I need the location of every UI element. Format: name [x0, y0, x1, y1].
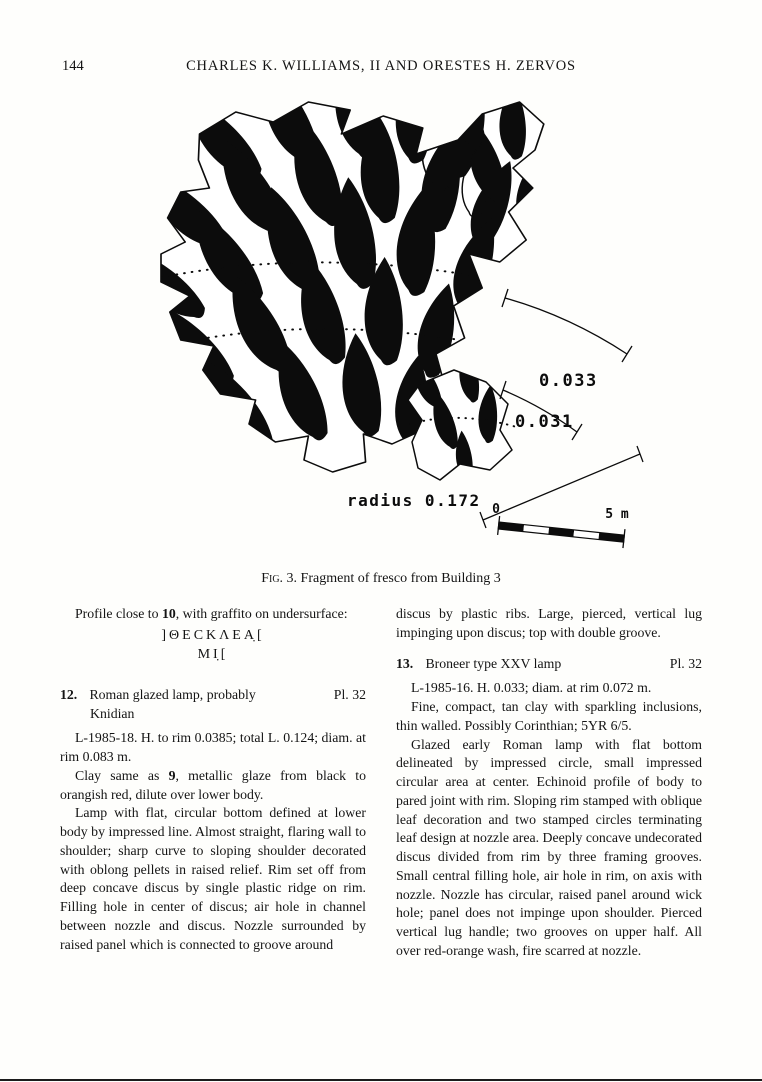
measure-upper-label: 0.033 — [539, 371, 598, 391]
entry-12-dimensions: L-1985-18. H. to rim 0.0385; total L. 0.124; diam. at rim 0.083 m. — [60, 730, 366, 765]
entry-13-number: 13. — [396, 655, 414, 671]
graffito-line-2: ΜΙ̣[ — [197, 646, 229, 662]
entry-12-heading — [60, 686, 366, 724]
clay-post: , metallic glaze from black to orangish red, dilute over lower body. — [60, 767, 366, 802]
fresco-drawing — [125, 92, 665, 562]
figure-caption — [0, 571, 762, 587]
entry-13-title: Broneer type XXV lamp — [425, 655, 562, 671]
right-column — [396, 605, 702, 961]
left-column — [60, 605, 366, 961]
entry-13-plate: Pl. 32 — [669, 655, 702, 671]
entry-13-dimensions: L-1985-16. H. 0.033; diam. at rim 0.072 m. — [411, 680, 652, 696]
page-header — [0, 58, 762, 78]
graffito-block — [60, 626, 366, 664]
entry-12-continuation: discus by plastic ribs. Large, pierced, vertical lug impinging upon discus; top with double groove. — [396, 606, 702, 640]
entry-12-number: 12. — [60, 686, 78, 702]
measurement-arc-upper — [502, 289, 632, 362]
entry-13-clay: Fine, compact, tan clay with sparkling inclusions, thin walled. Possibly Corinthian; 5YR 6/5. — [396, 699, 702, 733]
entry-13-description: Glazed early Roman lamp with flat bottom delineated by impressed circle, small impressed circular area at center. Echinoid profile of body to pared joint with rim. Sloping rim stamped with oblique leaf decoration and two stamped circles terminating leaf design at nozzle area. Deeply concave undecorated discus divided from rim by three framing grooves. Small central filling hole, air hole in rim, on axis with nozzle. Nozzle has circular, raised panel around wick hole; panel does not impinge upon shoulder. Pierced vertical lug handle; two grooves on upper half. All over red-orange wash, fire scarred at nozzle. — [396, 736, 702, 958]
measure-lower-label: 0.031 — [515, 412, 574, 432]
page-number: 144 — [62, 58, 84, 74]
caption-label: Fig. 3. — [261, 571, 298, 586]
entry-13-heading — [396, 655, 702, 674]
entry-12-description: Lamp with flat, circular bottom defined at lower body by impressed line. Almost straight, flaring wall to shoulder; sharp curve to sloping shoulder decorated with oblong pellets in raised relief. Rim set off from deep concave discus by single plastic ridge on rim. Filling hole in center of discus; air hole in channel between nozzle and discus. Nozzle surrounded by raised panel which is connected to groove around — [60, 805, 366, 952]
scale-zero-label: 0 — [492, 502, 500, 517]
running-head: CHARLES K. WILLIAMS, II AND ORESTES H. ZERVOS — [186, 58, 576, 74]
page — [0, 58, 762, 1082]
intro-paragraph — [60, 605, 366, 624]
intro-post: , with graffito on undersurface: — [175, 606, 348, 621]
caption-text: Fragment of fresco from Building 3 — [300, 571, 501, 586]
graffito-line-1: ]ΘΕCΚΛΕΑ̣[ — [161, 627, 265, 643]
entry-12-plate: Pl. 32 — [333, 686, 366, 702]
intro-catalog-ref: 10 — [161, 606, 176, 621]
entry-12-title-line1: Roman glazed lamp, probably — [89, 686, 256, 702]
clay-pre: Clay same as — [75, 767, 169, 783]
radius-label: radius 0.172 — [347, 491, 481, 510]
intro-pre: Profile close to — [75, 606, 162, 621]
clay-catalog-ref: 9 — [168, 767, 176, 783]
scan-edge-line — [0, 1079, 762, 1081]
entry-12-title-line2: Knidian — [90, 705, 135, 721]
figure-3 — [28, 92, 762, 567]
text-columns — [0, 605, 762, 961]
entry-12-clay — [60, 767, 366, 805]
scale-max-label: 5 m — [605, 507, 629, 522]
